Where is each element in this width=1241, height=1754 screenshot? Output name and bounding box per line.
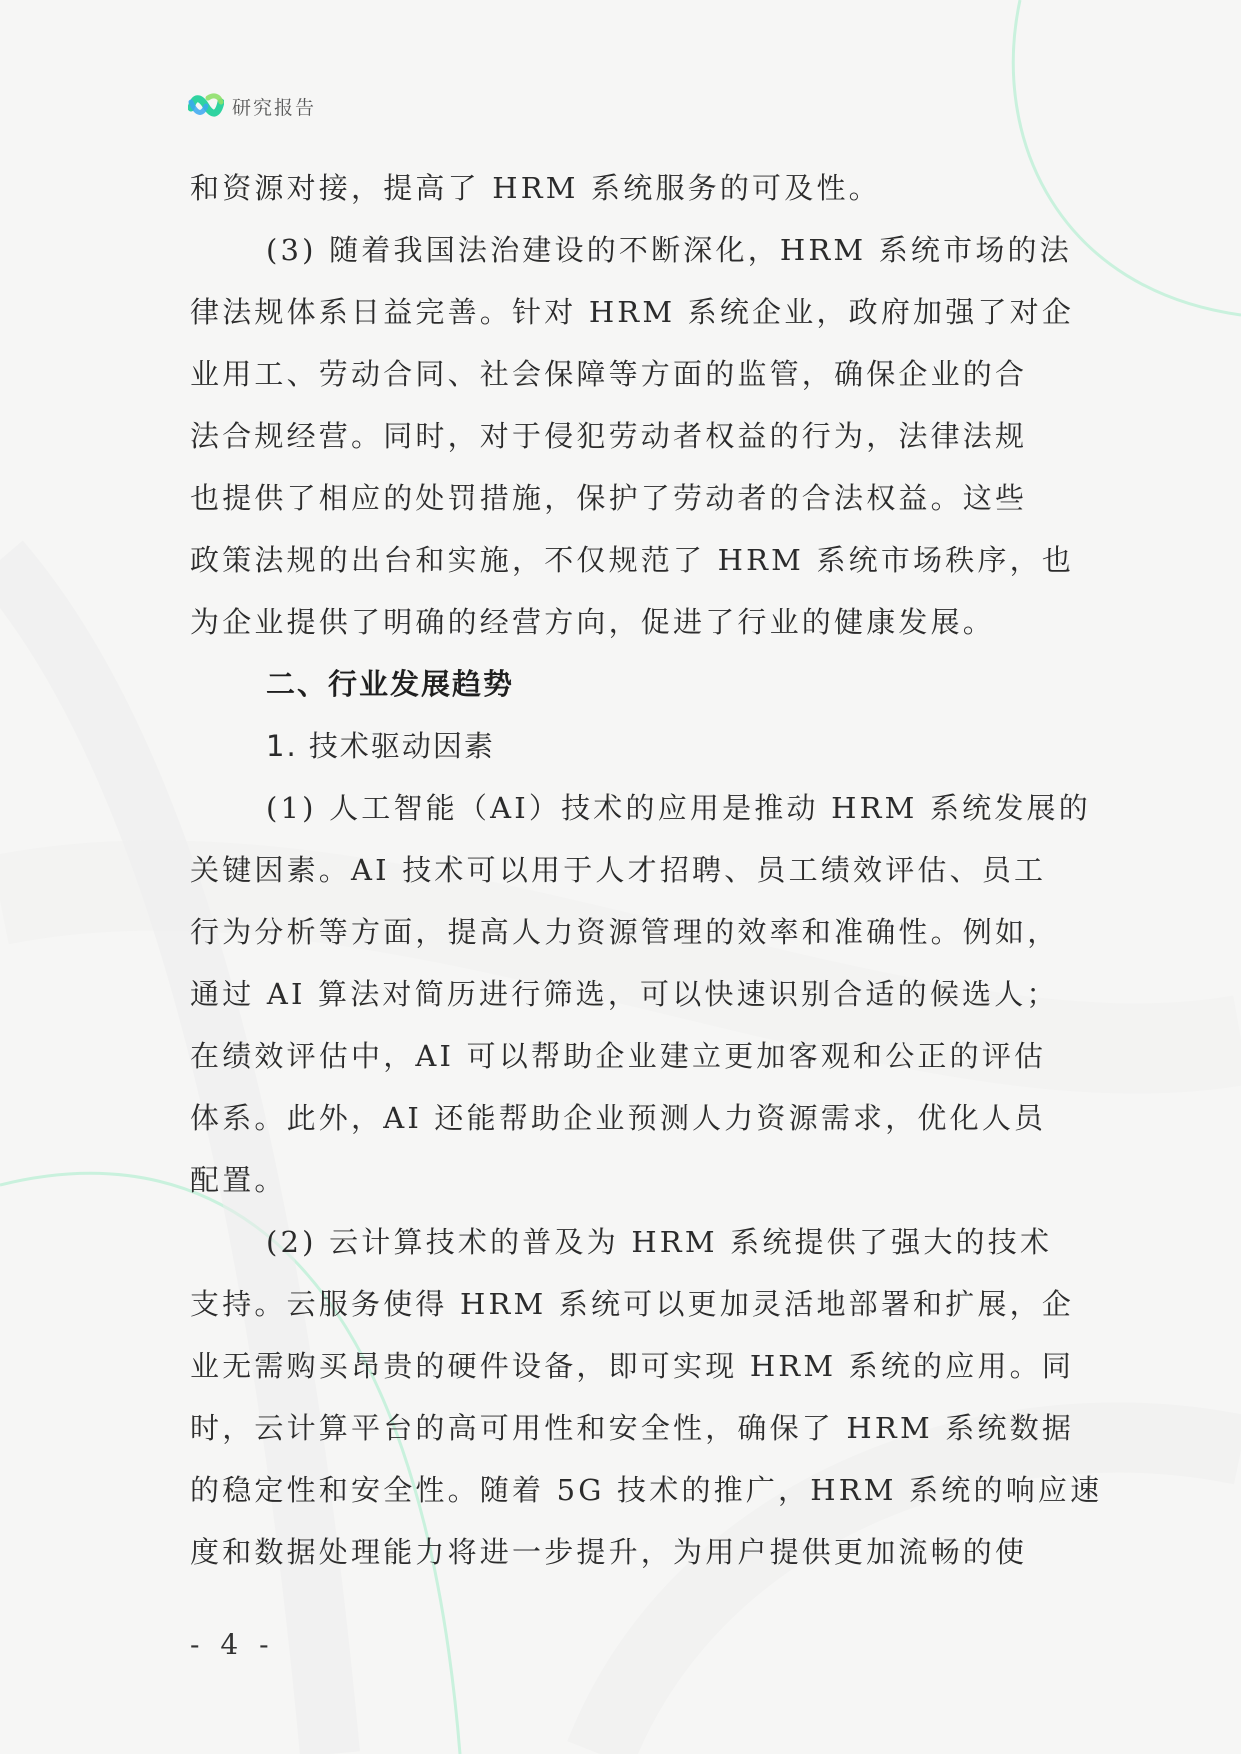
body-line: 通过 AI 算法对简历进行筛选，可以快速识别合适的候选人； [190, 977, 1059, 1011]
page-header [188, 88, 316, 124]
document-body [190, 157, 1103, 1583]
body-line: 度和数据处理能力将进一步提升，为用户提供更加流畅的使 [190, 1535, 1028, 1569]
body-line: 体系。此外，AI 还能帮助企业预测人力资源需求，优化人员 [190, 1101, 1047, 1135]
body-line: 为企业提供了明确的经营方向，促进了行业的健康发展。 [190, 605, 996, 639]
body-line: 业用工、劳动合同、社会保障等方面的监管，确保企业的合 [190, 357, 1028, 391]
page-number: - 4 - [190, 1628, 275, 1661]
section-heading: 二、行业发展趋势 [266, 667, 515, 701]
brand-logo-icon [188, 88, 224, 124]
body-line: 也提供了相应的处罚措施，保护了劳动者的合法权益。这些 [190, 481, 1028, 515]
body-line: 时，云计算平台的高可用性和安全性，确保了 HRM 系统数据 [190, 1411, 1075, 1445]
body-line: (3) 随着我国法治建设的不断深化，HRM 系统市场的法 [266, 233, 1072, 267]
subsection-heading: 1. 技术驱动因素 [266, 729, 495, 763]
body-line: 的稳定性和安全性。随着 5G 技术的推广，HRM 系统的响应速 [190, 1473, 1103, 1507]
body-line: 在绩效评估中，AI 可以帮助企业建立更加客观和公正的评估 [190, 1039, 1047, 1073]
body-line: 行为分析等方面，提高人力资源管理的效率和准确性。例如， [190, 915, 1060, 949]
body-line: (2) 云计算技术的普及为 HRM 系统提供了强大的技术 [266, 1225, 1053, 1259]
header-label: 研究报告 [232, 96, 317, 119]
body-line: 政策法规的出台和实施，不仅规范了 HRM 系统市场秩序，也 [190, 543, 1075, 577]
body-line: 法合规经营。同时，对于侵犯劳动者权益的行为，法律法规 [190, 419, 1028, 453]
body-line: 关键因素。AI 技术可以用于人才招聘、员工绩效评估、员工 [190, 853, 1047, 887]
body-line: 和资源对接，提高了 HRM 系统服务的可及性。 [190, 171, 881, 205]
body-line: 律法规体系日益完善。针对 HRM 系统企业，政府加强了对企 [190, 295, 1075, 329]
body-line: 支持。云服务使得 HRM 系统可以更加灵活地部署和扩展，企 [190, 1287, 1075, 1321]
body-line: 配置。 [190, 1163, 287, 1197]
body-line: 业无需购买昂贵的硬件设备，即可实现 HRM 系统的应用。同 [190, 1349, 1075, 1383]
body-line: (1) 人工智能（AI）技术的应用是推动 HRM 系统发展的 [266, 791, 1091, 825]
